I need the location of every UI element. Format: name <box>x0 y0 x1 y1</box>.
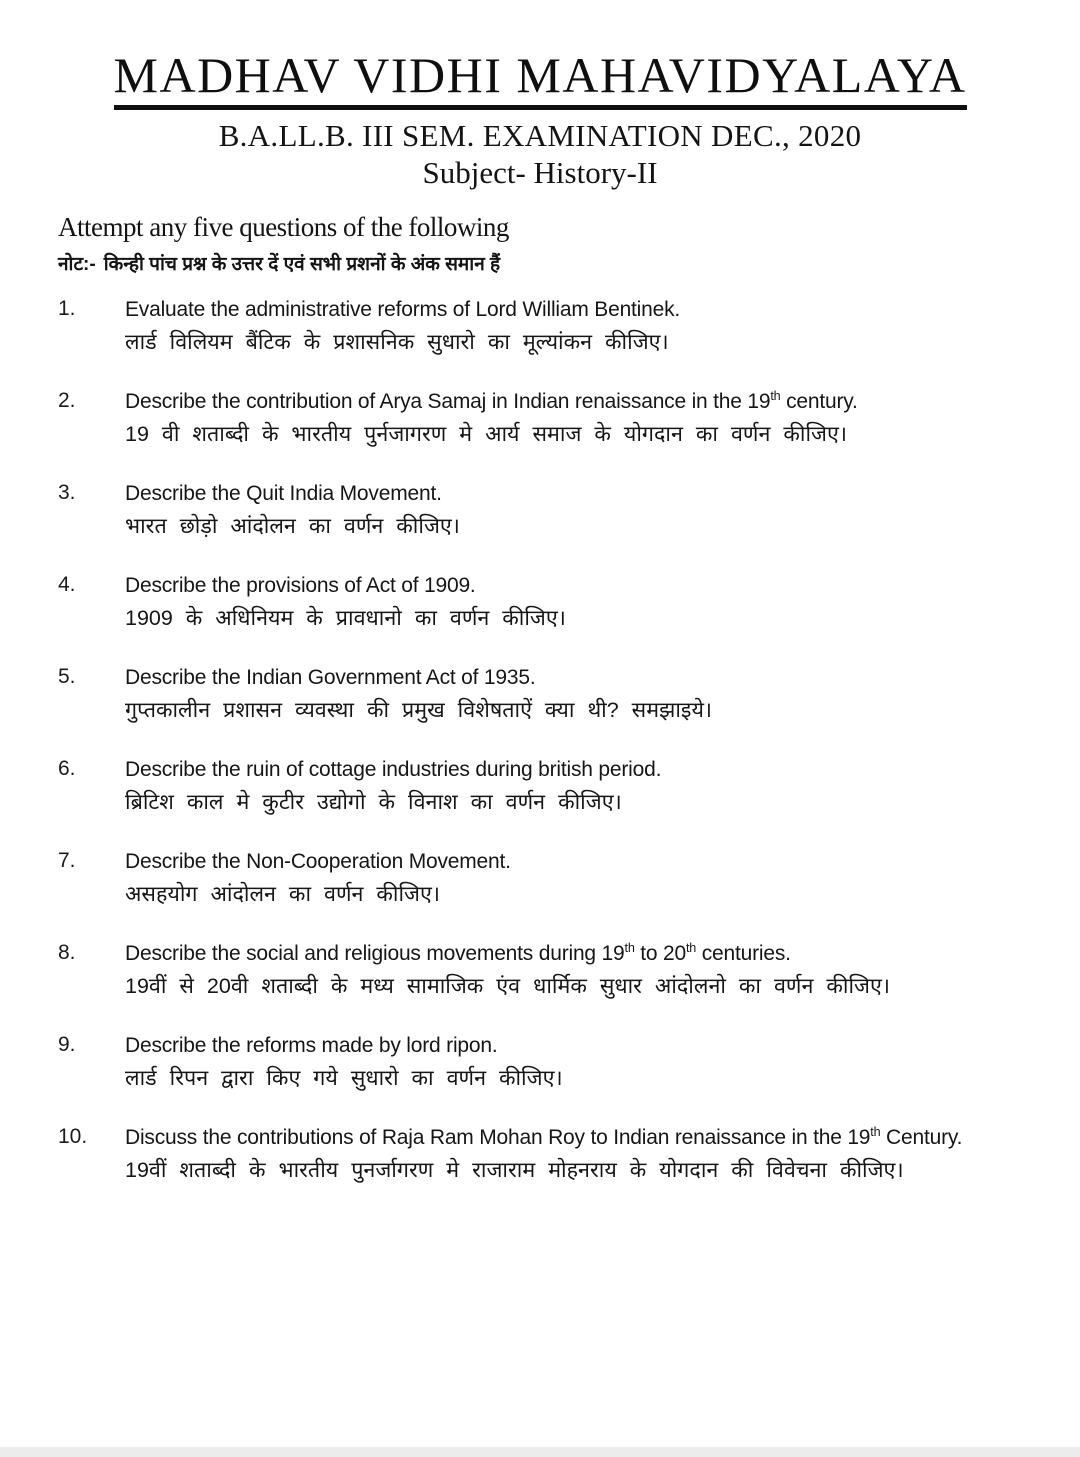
question-item <box>58 937 1042 1003</box>
question-number: 6. <box>58 757 76 780</box>
question-body <box>125 753 1042 819</box>
question-number: 2. <box>58 389 76 412</box>
question-body <box>125 845 1042 911</box>
question-body <box>125 1029 1042 1095</box>
question-item <box>58 661 1042 727</box>
question-body <box>125 293 1042 359</box>
question-item <box>58 845 1042 911</box>
question-body <box>125 1121 1042 1187</box>
exam-title: B.A.LL.B. III SEM. EXAMINATION DEC., 2020 <box>218 118 862 153</box>
question-text-hindi: भारत छोड़ो आंदोलन का वर्णन कीजिए। <box>125 514 460 538</box>
question-body <box>125 661 1042 727</box>
paper-header <box>0 0 1080 191</box>
questions-list <box>58 293 1042 1187</box>
question-text-hindi: लार्ड विलियम बैंटिक के प्रशासनिक सुधारो का मूल्यांकन कीजिए। <box>125 330 669 354</box>
question-number: 1. <box>58 297 76 320</box>
question-text-hindi: असहयोग आंदोलन का वर्णन कीजिए। <box>125 882 441 906</box>
question-body <box>125 937 1042 1003</box>
question-number: 5. <box>58 665 76 688</box>
question-item <box>58 293 1042 359</box>
college-title: MADHAV VIDHI MAHAVIDYALAYA <box>114 50 967 110</box>
note-text-hindi: किन्ही पांच प्रश्न के उत्तर दें एवं सभी प्रशनों के अंक समान हैं <box>103 254 501 275</box>
note-label: नोट:- <box>58 254 96 275</box>
question-text-hindi: ब्रिटिश काल मे कुटीर उद्योगो के विनाश का वर्णन कीजिए। <box>125 790 622 814</box>
question-text-hindi: 19वीं से 20वी शताब्दी के मध्य सामाजिक एंव धार्मिक सुधार आंदोलनो का वर्णन कीजिए। <box>125 974 891 998</box>
question-number: 3. <box>58 481 76 504</box>
question-text-english: Describe the ruin of cottage industries during british period. <box>125 758 662 781</box>
question-text-hindi: 19वीं शताब्दी के भारतीय पुनर्जागरण मे राजाराम मोहनराय के योगदान की विवेचना कीजिए। <box>125 1158 904 1182</box>
question-text-english: Describe the Non-Cooperation Movement. <box>125 850 511 873</box>
note-line <box>58 250 1080 276</box>
subject-title: Subject- History-II <box>422 155 658 190</box>
question-text-hindi: 19 वी शताब्दी के भारतीय पुर्नजागरण मे आर्य समाज के योगदान का वर्णन कीजिए। <box>125 422 848 446</box>
question-item <box>58 385 1042 451</box>
question-text-english: Describe the Quit India Movement. <box>125 482 442 505</box>
question-number: 10. <box>58 1125 88 1148</box>
question-item <box>58 1121 1042 1187</box>
question-text-english: Discuss the contributions of Raja Ram Mohan Roy to Indian renaissance in the 19th Century. <box>125 1125 963 1149</box>
question-text-english: Evaluate the administrative reforms of Lord William Bentinek. <box>125 298 681 321</box>
attempt-instruction: Attempt any five questions of the following <box>58 212 509 242</box>
question-text-english: Describe the reforms made by lord ripon. <box>125 1034 498 1057</box>
question-number: 9. <box>58 1033 76 1056</box>
question-number: 8. <box>58 941 76 964</box>
question-number: 4. <box>58 573 76 596</box>
question-item <box>58 569 1042 635</box>
question-text-english: Describe the provisions of Act of 1909. <box>125 574 476 597</box>
question-item <box>58 477 1042 543</box>
question-text-hindi: गुप्तकालीन प्रशासन व्यवस्था की प्रमुख विशेषताऐं क्या थी? समझाइये। <box>125 698 713 722</box>
question-text-english: Describe the contribution of Arya Samaj in Indian renaissance in the 19th century. <box>125 389 858 413</box>
question-text-hindi: लार्ड रिपन द्वारा किए गये सुधारो का वर्णन कीजिए। <box>125 1066 563 1090</box>
question-text-english: Describe the Indian Government Act of 1935. <box>125 666 536 689</box>
question-item <box>58 753 1042 819</box>
question-item <box>58 1029 1042 1095</box>
question-body <box>125 385 1042 451</box>
question-text-hindi: 1909 के अधिनियम के प्रावधानो का वर्णन कीजिए। <box>125 606 566 630</box>
question-body <box>125 569 1042 635</box>
question-text-english: Describe the social and religious movements during 19th to 20th centuries. <box>125 941 791 965</box>
question-body <box>125 477 1042 543</box>
scan-edge-strip <box>0 1447 1080 1457</box>
question-number: 7. <box>58 849 76 872</box>
